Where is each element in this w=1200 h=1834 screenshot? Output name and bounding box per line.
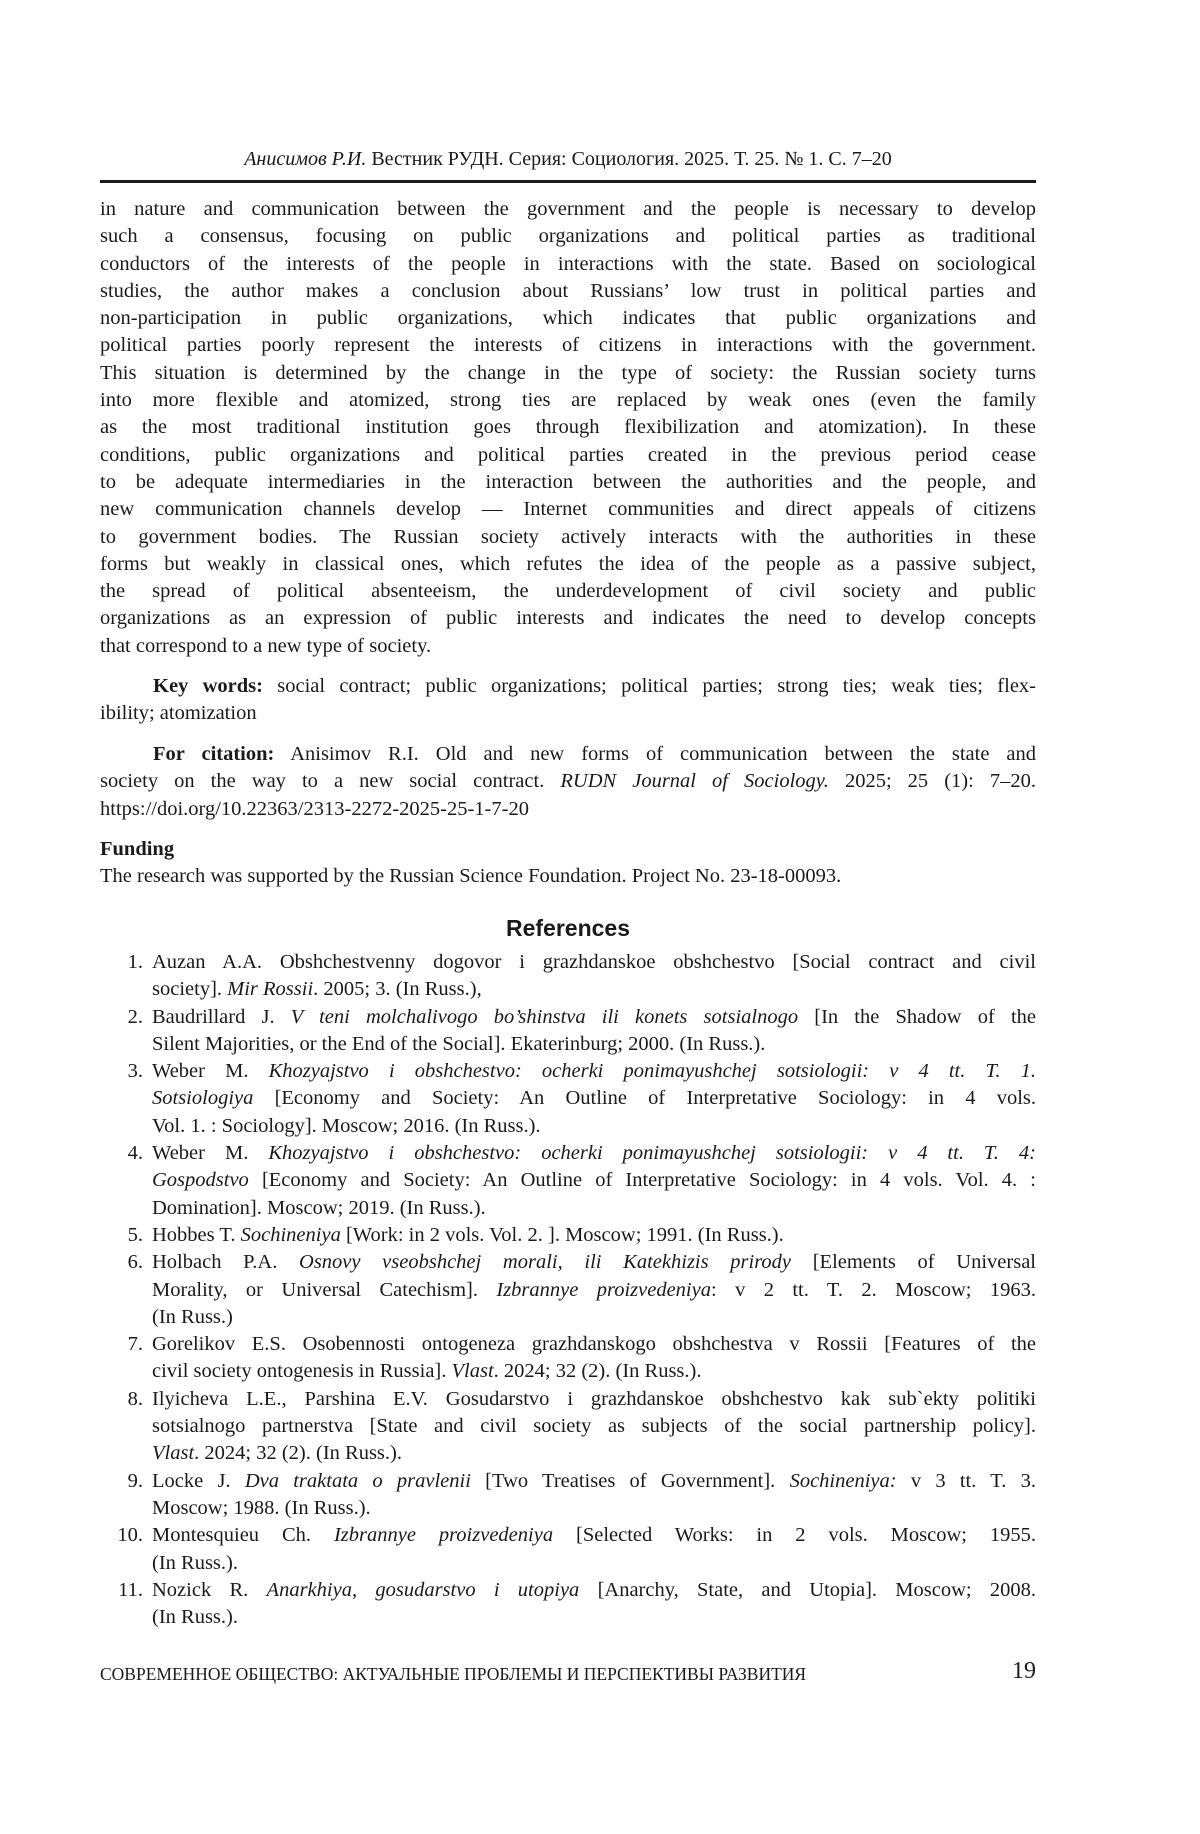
italic-text: Mir Rossii <box>227 978 314 1001</box>
page-number: 19 <box>1012 1658 1036 1684</box>
footer-section-title: СОВРЕМЕННОЕ ОБЩЕСТВО: АКТУАЛЬНЫЕ ПРОБЛЕМЫ И ПЕРСПЕКТИВЫ РАЗВИТИЯ <box>100 1664 807 1684</box>
references-list <box>100 949 1036 1631</box>
text-segment: Domination]. Moscow; 2019. (In Russ.). <box>152 1196 486 1219</box>
text-line <box>100 633 1036 660</box>
text-line <box>152 1495 1036 1522</box>
text-segment: Baudrillard J. <box>152 1005 291 1028</box>
text-line <box>152 1468 1036 1495</box>
text-line <box>100 414 1036 441</box>
abstract-paragraph <box>100 196 1036 660</box>
reference-item <box>100 949 1036 1004</box>
reference-item <box>100 1249 1036 1331</box>
text-segment: conductors of the interests of the people in interactions with the state. Based on sociological <box>100 252 1036 275</box>
italic-text: Khozyajstvo i obshchestvo: ocherki ponimayushchej sotsiologii: v 4 tt. T. 1. <box>268 1060 1036 1083</box>
text-line <box>152 1031 1036 1058</box>
reference-number: 9. <box>127 1469 143 1492</box>
reference-number: 6. <box>127 1251 143 1274</box>
text-line <box>152 1604 1036 1631</box>
text-segment: new communication channels develop — Internet communities and direct appeals of citizens <box>100 498 1036 521</box>
text-line <box>152 1440 1036 1467</box>
italic-text: Khozyajstvo i obshchestvo: ocherki ponimayushchej sotsiologii: v 4 tt. T. 4: <box>268 1142 1036 1165</box>
italic-text: Izbrannye proizvedeniya <box>496 1278 711 1301</box>
text-line <box>152 1304 1036 1331</box>
text-segment: (In Russ.) <box>152 1305 233 1328</box>
reference-item <box>100 1140 1036 1222</box>
text-segment: the spread of political absenteeism, the underdevelopment of civil society and public <box>100 580 1036 603</box>
text-segment: studies, the author makes a conclusion about Russians’ low trust in political parties and <box>100 279 1036 302</box>
reference-item <box>100 1386 1036 1468</box>
text-segment: . 2005; 3. (In Russ.), <box>313 978 482 1001</box>
reference-number: 1. <box>127 951 143 973</box>
reference-number: 8. <box>127 1387 143 1410</box>
text-line <box>152 1413 1036 1440</box>
text-segment: Hobbes T. <box>152 1223 241 1246</box>
reference-number: 11. <box>118 1578 143 1601</box>
text-line <box>152 1085 1036 1112</box>
text-segment: Silent Majorities, or the End of the Social]. Ekaterinburg; 2000. (In Russ.). <box>152 1032 766 1055</box>
italic-text: RUDN Journal of Sociology. <box>560 770 829 793</box>
text-line <box>100 768 1036 795</box>
text-line <box>100 332 1036 359</box>
text-line <box>152 1140 1036 1167</box>
italic-text: Vlast <box>152 1442 195 1465</box>
italic-text: Anarkhiya, gosudarstvo i utopiya <box>266 1578 580 1601</box>
reference-item <box>100 1522 1036 1577</box>
header-journal: Вестник РУДН. Серия: Социология. 2025. Т. 25. № 1. С. 7–20 <box>366 148 892 170</box>
text-segment: as the most traditional institution goes through flexibilization and atomization). In these <box>100 416 1036 439</box>
text-segment: (In Russ.). <box>152 1551 238 1574</box>
text-segment: sotsialnogo partnerstva [State and civil society as subjects of the social partnership policy]. <box>152 1415 1036 1438</box>
text-line <box>100 196 1036 223</box>
text-segment: (In Russ.). <box>152 1606 238 1629</box>
text-segment: such a consensus, focusing on public organizations and political parties as traditional <box>100 225 1036 248</box>
text-line <box>100 360 1036 387</box>
italic-text: Sochineniya <box>240 1223 341 1246</box>
text-segment: Ilyicheva L.E., Parshina E.V. Gosudarstvo i grazhdanskoe obshchestvo kak sub`ekty politiki <box>152 1387 1036 1410</box>
text-line <box>100 673 1036 700</box>
text-line <box>152 1277 1036 1304</box>
reference-item <box>100 1004 1036 1059</box>
text-line <box>152 1358 1036 1385</box>
citation-paragraph <box>100 741 1036 823</box>
text-segment: [Work: in 2 vols. Vol. 2. ]. Moscow; 1991. (In Russ.). <box>340 1223 784 1246</box>
text-line <box>152 1058 1036 1085</box>
funding-section <box>100 836 1036 891</box>
text-segment: Gorelikov E.S. Osobennosti ontogeneza grazhdanskogo obshchestva v Rossii [Features of the <box>152 1333 1036 1356</box>
references-title: References <box>505 915 631 941</box>
text-line <box>100 251 1036 278</box>
text-segment: v 3 tt. T. 3. <box>896 1469 1036 1492</box>
text-segment: non-participation in public organizations, which indicates that public organizations and <box>100 307 1036 330</box>
text-line <box>152 1522 1036 1549</box>
funding-title: Funding <box>100 838 175 860</box>
text-segment: https://doi.org/10.22363/2313-2272-2025-25-1-7-20 <box>100 797 529 820</box>
text-segment: [In the Shadow of the <box>798 1005 1036 1028</box>
text-line <box>152 1577 1036 1604</box>
text-line <box>100 741 1036 768</box>
text-segment: Weber M. <box>152 1060 269 1083</box>
funding-text: The research was supported by the Russian Science Foundation. Project No. 23-18-00093. <box>100 865 842 888</box>
text-segment: . 2024; 32 (2). (In Russ.). <box>194 1442 402 1465</box>
text-segment: into more flexible and atomized, strong ties are replaced by weak ones (even the family <box>100 389 1036 412</box>
text-segment: . 2024; 32 (2). (In Russ.). <box>493 1360 702 1383</box>
text-segment: Anisimov R.I. Old and new forms of communication between the state and <box>274 743 1036 765</box>
text-segment: society]. <box>152 978 228 1001</box>
text-line <box>100 605 1036 632</box>
text-segment: [Economy and Society: An Outline of Interpretative Sociology: in 4 vols. <box>253 1087 1036 1110</box>
text-line <box>100 551 1036 578</box>
text-segment: organizations as an expression of public interests and indicates the need to develop concepts <box>100 607 1036 630</box>
text-segment: to be adequate intermediaries in the interaction between the authorities and the people, and <box>100 470 1036 493</box>
reference-item <box>100 1058 1036 1140</box>
text-segment: forms but weakly in classical ones, which refutes the idea of the people as a passive subject, <box>100 552 1036 575</box>
text-segment: [Elements of Universal <box>791 1251 1036 1274</box>
page-footer <box>100 1658 1036 1687</box>
text-segment: 2025; 25 (1): 7–20. <box>828 770 1036 793</box>
text-line <box>152 1249 1036 1276</box>
text-line <box>152 1386 1036 1413</box>
bold-label: For citation: <box>153 743 275 765</box>
text-line <box>152 1195 1036 1222</box>
text-segment: Morality, or Universal Catechism]. <box>152 1278 497 1301</box>
text-segment: in nature and communication between the government and the people is necessary to develop <box>100 198 1036 220</box>
text-segment: social contract; public organizations; political parties; strong ties; weak ties; flex- <box>262 675 1036 697</box>
text-segment: civil society ontogenesis in Russia]. <box>152 1360 452 1383</box>
italic-text: Vlast <box>451 1360 494 1383</box>
text-segment: political parties poorly represent the interests of citizens in interactions with the government. <box>100 334 1036 357</box>
text-segment: Moscow; 1988. (In Russ.). <box>152 1496 371 1519</box>
text-segment: Vol. 1. : Sociology]. Moscow; 2016. (In Russ.). <box>152 1114 541 1137</box>
italic-text: V teni molchalivogo bo’shinstva ili konets sotsialnogo <box>290 1005 799 1028</box>
text-line <box>152 1004 1036 1031</box>
text-segment: [Selected Works: in 2 vols. Moscow; 1955. <box>553 1524 1036 1547</box>
italic-text: Gospodstvo <box>152 1169 249 1192</box>
text-line <box>100 278 1036 305</box>
text-segment: Auzan A.A. Obshchestvenny dogovor i grazhdanskoe obshchestvo [Social contract and civil <box>152 951 1036 973</box>
text-line <box>100 700 1036 727</box>
text-segment: This situation is determined by the change in the type of society: the Russian society turns <box>100 361 1036 384</box>
italic-text: Izbrannye proizvedeniya <box>333 1524 554 1547</box>
italic-text: Osnovy vseobshchej morali, ili Katekhizis prirody <box>299 1251 792 1274</box>
text-line <box>100 305 1036 332</box>
running-header <box>100 146 1036 172</box>
reference-number: 7. <box>127 1333 143 1356</box>
text-segment: Holbach P.A. <box>152 1251 300 1274</box>
text-line <box>100 578 1036 605</box>
reference-number: 3. <box>127 1060 143 1083</box>
text-segment: [Economy and Society: An Outline of Interpretative Sociology: in 4 vols. Vol. 4. : <box>248 1169 1036 1192</box>
text-line <box>152 1550 1036 1577</box>
text-line <box>152 1331 1036 1358</box>
text-segment: to government bodies. The Russian society actively interacts with the authorities in these <box>100 525 1036 548</box>
text-line <box>152 1222 1036 1249</box>
header-rule <box>100 180 1036 183</box>
text-line <box>100 223 1036 250</box>
text-line <box>152 1113 1036 1140</box>
text-line <box>100 496 1036 523</box>
text-line <box>152 976 1036 1003</box>
text-line <box>100 442 1036 469</box>
keywords-paragraph <box>100 673 1036 728</box>
text-line <box>152 949 1036 976</box>
text-segment: Nozick R. <box>152 1578 267 1601</box>
text-segment: Locke J. <box>152 1469 245 1492</box>
text-segment: [Two Treatises of Government]. <box>470 1469 790 1492</box>
text-segment: Weber M. <box>152 1142 269 1165</box>
reference-number: 2. <box>127 1005 143 1028</box>
text-line <box>100 796 1036 823</box>
italic-text: Sochineniya: <box>789 1469 897 1492</box>
italic-text: Dva traktata o pravlenii <box>244 1469 471 1492</box>
text-segment: society on the way to a new social contract. <box>100 770 561 793</box>
reference-item <box>100 1468 1036 1523</box>
reference-item <box>100 1222 1036 1249</box>
text-segment: [Anarchy, State, and Utopia]. Moscow; 2008. <box>579 1578 1036 1601</box>
italic-text: Sotsiologiya <box>152 1087 254 1110</box>
text-segment: Montesquieu Ch. <box>152 1524 334 1547</box>
text-line <box>100 469 1036 496</box>
reference-item <box>100 1331 1036 1386</box>
text-segment: that correspond to a new type of society. <box>100 634 432 657</box>
text-line <box>100 524 1036 551</box>
bold-label: Key words: <box>153 675 263 697</box>
text-segment: ibility; atomization <box>100 702 257 725</box>
text-line <box>100 387 1036 414</box>
text-segment: conditions, public organizations and political parties created in the previous period cease <box>100 443 1036 466</box>
reference-number: 4. <box>127 1142 143 1165</box>
header-author: Анисимов Р.И. <box>244 148 367 170</box>
text-line <box>152 1167 1036 1194</box>
reference-number: 10. <box>117 1524 143 1547</box>
reference-number: 5. <box>127 1223 143 1246</box>
text-segment: : v 2 tt. T. 2. Moscow; 1963. <box>710 1278 1036 1301</box>
reference-item <box>100 1577 1036 1632</box>
